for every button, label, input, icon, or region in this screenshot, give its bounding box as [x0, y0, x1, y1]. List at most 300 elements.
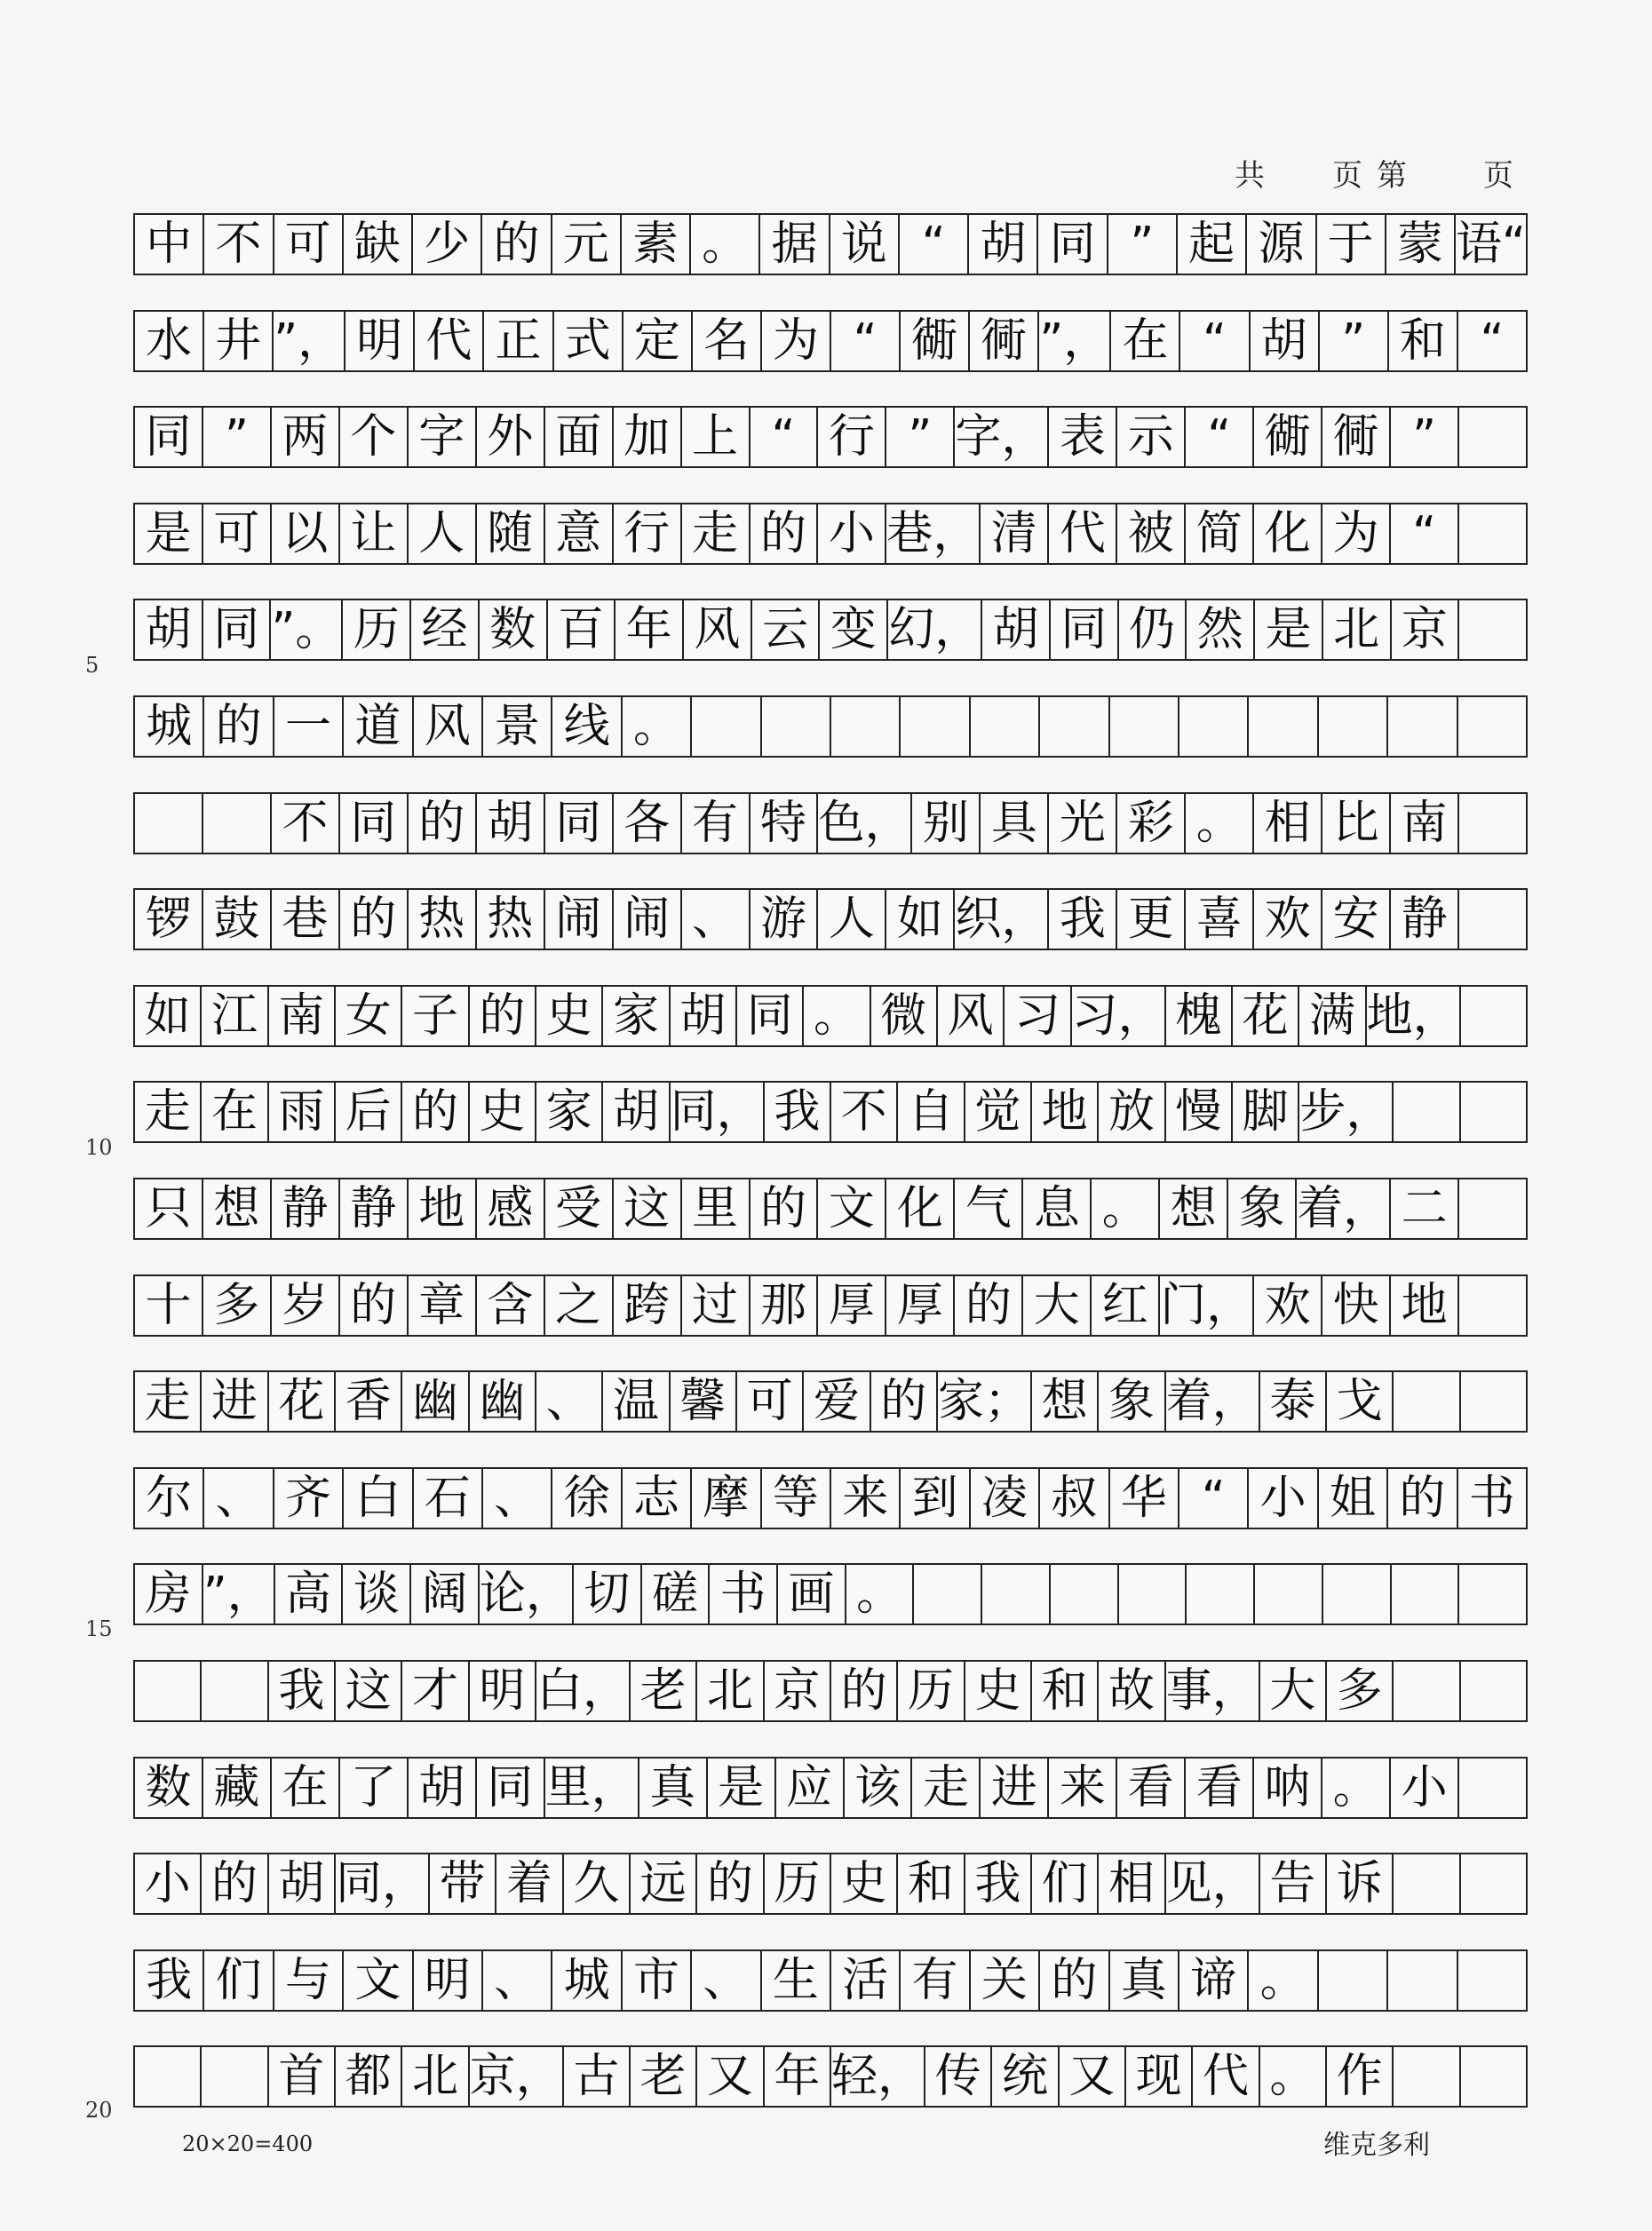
grid-cell: 外	[477, 408, 545, 466]
grid-cell: 章	[409, 1276, 477, 1335]
grid-cell: 明	[470, 1662, 536, 1720]
grid-cell: 香	[336, 1372, 402, 1431]
grid-cell: 传	[925, 2047, 992, 2106]
grid-cell: “	[1186, 408, 1254, 466]
grid-cell: 磋	[642, 1565, 711, 1624]
grid-cell: 行	[614, 504, 682, 563]
grid-cell: 。	[846, 1565, 915, 1624]
grid-cell: 特	[751, 794, 819, 853]
grid-cell: 进	[202, 1372, 268, 1431]
grid-cell: 我	[965, 1854, 1032, 1913]
grid-cell: 姐	[1319, 1469, 1388, 1528]
grid-cell	[1459, 794, 1528, 853]
grid-cell: 闹	[614, 890, 682, 949]
grid-cell: 爱	[804, 1372, 870, 1431]
grid-row	[133, 985, 1528, 1047]
grid-cell: 谛	[1179, 1951, 1249, 2010]
grid-cell: 简	[1186, 504, 1254, 563]
grid-cell: 同	[1051, 600, 1119, 659]
grid-cell: 岁	[272, 1276, 340, 1335]
grid-cell	[1394, 2047, 1460, 2106]
grid-cell: 胡	[135, 600, 203, 659]
grid-cell: 中	[135, 215, 204, 274]
header-ye-1: 页	[1332, 158, 1362, 194]
grid-cell: 源	[1247, 215, 1316, 274]
grid-cell: 更	[1117, 890, 1186, 949]
grid-cell: 相	[1099, 1854, 1165, 1913]
grid-cell	[1187, 1565, 1255, 1624]
grid-cell: 慢	[1166, 1083, 1233, 1141]
grid-row	[133, 1178, 1528, 1240]
grid-cell	[1459, 408, 1528, 466]
grid-cell: 阔	[411, 1565, 480, 1624]
grid-cell: 文	[818, 1179, 886, 1238]
grid-cell: 那	[751, 1276, 819, 1335]
grid-row	[133, 599, 1528, 661]
grid-cell: 可	[274, 215, 344, 274]
grid-cell: 脚	[1233, 1083, 1299, 1141]
grid-cell: 花	[269, 1372, 336, 1431]
grid-cell: 有	[682, 794, 751, 853]
grid-cell: 故	[1099, 1662, 1165, 1720]
grid-cell: 热	[409, 890, 477, 949]
grid-cell: 叔	[1040, 1469, 1109, 1528]
grid-cell: 少	[413, 215, 482, 274]
grid-row	[133, 1467, 1528, 1529]
grid-cell: 清	[981, 504, 1049, 563]
grid-cell: 小	[818, 504, 886, 563]
grid-cell: “	[900, 215, 969, 274]
grid-cell: 首	[269, 2047, 336, 2106]
grid-cell: 看	[1186, 1759, 1254, 1817]
grid-cell: 喜	[1186, 890, 1254, 949]
grid-cell: 小	[1391, 1759, 1459, 1817]
grid-cell	[1110, 697, 1179, 756]
grid-cell: 水	[135, 312, 204, 370]
grid-cell	[1461, 1372, 1528, 1431]
grid-cell: 不	[204, 215, 274, 274]
grid-cell: 同	[203, 600, 272, 659]
grid-cell	[1394, 1372, 1460, 1431]
grid-cell: 花	[1233, 987, 1299, 1045]
grid-cell	[1461, 2047, 1528, 2106]
grid-cell: 别	[912, 794, 981, 853]
grid-cell: 的	[871, 1372, 938, 1431]
grid-cell: 然	[1187, 600, 1255, 659]
grid-cell: 息	[1023, 1179, 1092, 1238]
grid-cell: 巷，	[886, 504, 981, 563]
grid-cell	[1459, 1759, 1528, 1817]
grid-cell	[1461, 987, 1528, 1045]
grid-cell: 井	[204, 312, 274, 370]
grid-cell: 里	[682, 1179, 751, 1238]
grid-cell: 的	[409, 794, 477, 853]
grid-cell: 我	[135, 1951, 204, 2010]
grid-cell: 幽	[470, 1372, 536, 1431]
grid-cell: 衚	[901, 312, 970, 370]
grid-cell: 久	[564, 1854, 631, 1913]
grid-cell	[135, 1662, 202, 1720]
grid-cell: 胡	[477, 794, 545, 853]
grid-cell: 我	[269, 1662, 336, 1720]
grid-cell: 一	[274, 697, 344, 756]
grid-cell: 大	[1023, 1276, 1092, 1335]
grid-cell: 同，	[671, 1083, 765, 1141]
grid-cell: 红	[1092, 1276, 1160, 1335]
grid-cell: 的	[1388, 1469, 1457, 1528]
grid-cell: 游	[751, 890, 819, 949]
grid-cell: 到	[901, 1469, 970, 1528]
grid-cell: 又	[697, 2047, 764, 2106]
grid-cell: 史	[831, 1854, 898, 1913]
grid-cell: 。	[1092, 1179, 1160, 1238]
grid-cell: 式	[554, 312, 623, 370]
grid-cell: 人	[818, 890, 886, 949]
grid-cell: 化	[1254, 504, 1322, 563]
grid-cell: 满	[1299, 987, 1366, 1045]
grid-row	[133, 1274, 1528, 1337]
grid-cell: “	[1391, 504, 1459, 563]
grid-cell: 家	[603, 987, 670, 1045]
grid-cell: 相	[1254, 794, 1322, 853]
grid-cell: 正	[484, 312, 553, 370]
grid-cell: 。	[1249, 1951, 1318, 2010]
grid-cell: 史	[470, 1083, 536, 1141]
grid-cell: 代	[1049, 504, 1117, 563]
grid-cell: 同	[737, 987, 804, 1045]
grid-cell: 们	[204, 1951, 274, 2010]
grid-cell: 代	[1193, 2047, 1259, 2106]
grid-cell: 字，	[955, 408, 1049, 466]
grid-cell: 线	[552, 697, 622, 756]
grid-row	[133, 695, 1528, 758]
grid-cell: 象	[1099, 1372, 1165, 1431]
grid-cell: 可	[737, 1372, 804, 1431]
grid-cell: ”。	[271, 600, 343, 659]
grid-row	[133, 888, 1528, 950]
grid-cell: 云	[752, 600, 821, 659]
grid-cell: ”，	[203, 1565, 275, 1624]
grid-cell: 让	[340, 504, 409, 563]
grid-cell: 字	[409, 408, 477, 466]
grid-cell: 同	[1038, 215, 1108, 274]
grid-cell: 告	[1260, 1854, 1327, 1913]
grid-cell: 雨	[269, 1083, 336, 1141]
grid-cell: 为	[762, 312, 831, 370]
grid-cell: 历	[343, 600, 411, 659]
grid-cell	[1392, 1565, 1460, 1624]
grid-cell: 北	[402, 2047, 469, 2106]
grid-cell	[1461, 1854, 1528, 1913]
grid-cell: 微	[871, 987, 938, 1045]
grid-row	[133, 213, 1528, 275]
grid-cell	[1459, 600, 1528, 659]
grid-cell: 来	[1049, 1759, 1117, 1817]
grid-cell: 这	[614, 1179, 682, 1238]
grid-cell: 锣	[135, 890, 203, 949]
grid-cell: 该	[845, 1759, 913, 1817]
grid-cell: 现	[1126, 2047, 1193, 2106]
grid-cell	[901, 697, 970, 756]
grid-cell: 。	[623, 697, 692, 756]
grid-cell: 年	[765, 2047, 831, 2106]
grid-cell: 书	[1458, 1469, 1528, 1528]
grid-cell: 的	[697, 1854, 764, 1913]
grid-cell: 历	[765, 1854, 831, 1913]
grid-cell: 闹	[545, 890, 614, 949]
grid-cell: 元	[552, 215, 622, 274]
grid-cell: 衕	[1322, 408, 1391, 466]
grid-cell: 们	[1032, 1854, 1099, 1913]
grid-cell: 文	[344, 1951, 413, 2010]
grid-cell: 名	[693, 312, 762, 370]
grid-cell: 白，	[536, 1662, 631, 1720]
grid-cell: 衕	[970, 312, 1039, 370]
grid-cell: 江	[202, 987, 268, 1045]
grid-cell: 。	[1186, 794, 1254, 853]
grid-cell: 城	[135, 697, 204, 756]
grid-cell: 应	[776, 1759, 845, 1817]
grid-cell: 。	[691, 215, 760, 274]
grid-cell: 具	[981, 794, 1049, 853]
grid-cell: 门，	[1160, 1276, 1254, 1335]
grid-cell: 欢	[1254, 890, 1322, 949]
grid-cell: 和	[898, 1854, 965, 1913]
grid-cell: 的	[831, 1662, 898, 1720]
grid-cell: 象	[1228, 1179, 1297, 1238]
grid-cell: 市	[623, 1951, 692, 2010]
grid-cell	[135, 794, 203, 853]
grid-cell: 小	[135, 1854, 202, 1913]
grid-cell: 活	[831, 1951, 901, 2010]
grid-cell: 关	[971, 1951, 1040, 2010]
grid-cell	[831, 697, 901, 756]
grid-cell: 的	[955, 1276, 1023, 1335]
grid-cell: 静	[340, 1179, 409, 1238]
grid-cell: 真	[639, 1759, 708, 1817]
grid-cell	[1394, 1662, 1460, 1720]
grid-cell: 在	[1111, 312, 1180, 370]
grid-cell: 、	[483, 1951, 552, 2010]
grid-cell: 。	[1322, 1759, 1391, 1817]
grid-cell: 欢	[1254, 1276, 1322, 1335]
grid-row	[133, 503, 1528, 565]
grid-cell: 历	[898, 1662, 965, 1720]
grid-cell: 北	[697, 1662, 764, 1720]
grid-cell: 着，	[1166, 1372, 1260, 1431]
grid-cell: 缺	[344, 215, 413, 274]
grid-cell: 来	[831, 1469, 901, 1528]
grid-cell: 光	[1049, 794, 1117, 853]
grid-cell: 不	[831, 1083, 898, 1141]
line-number-5: 5	[85, 653, 99, 678]
grid-cell: 、	[536, 1372, 603, 1431]
grid-cell: 说	[830, 215, 900, 274]
grid-cell: 据	[760, 215, 830, 274]
grid-cell: 以	[272, 504, 340, 563]
grid-cell: 变	[820, 600, 888, 659]
grid-cell: ”，	[1039, 312, 1111, 370]
grid-cell: 经	[411, 600, 480, 659]
grid-cell: 含	[477, 1276, 545, 1335]
grid-cell	[202, 1662, 268, 1720]
grid-cell: 同，	[336, 1854, 430, 1913]
grid-cell: 蒙	[1386, 215, 1456, 274]
grid-cell: 女	[336, 987, 402, 1045]
grid-row	[133, 310, 1528, 372]
grid-cell: 厚	[886, 1276, 955, 1335]
grid-cell: 胡	[969, 215, 1038, 274]
grid-cell: 同	[135, 408, 203, 466]
grid-cell: 风	[684, 600, 752, 659]
grid-cell: 热	[477, 890, 545, 949]
grid-cell: 老	[631, 2047, 697, 2106]
grid-cell: 放	[1099, 1083, 1165, 1141]
grid-cell: 鼓	[203, 890, 272, 949]
grid-cell: 统	[992, 2047, 1059, 2106]
grid-cell: 巷	[272, 890, 340, 949]
grid-cell: 不	[272, 794, 340, 853]
grid-cell: 石	[414, 1469, 483, 1528]
grid-cell: “	[831, 312, 901, 370]
header-gong: 共	[1235, 158, 1265, 194]
grid-cell: 面	[545, 408, 614, 466]
grid-cell: 。	[1260, 2047, 1327, 2106]
grid-cell: 生	[762, 1951, 831, 2010]
grid-cell: 着，	[1297, 1179, 1391, 1238]
grid-cell: ”	[886, 408, 955, 466]
grid-cell: 随	[477, 504, 545, 563]
grid-cell: 道	[344, 697, 413, 756]
grid-cell: 觉	[965, 1083, 1032, 1141]
grid-row	[133, 1660, 1528, 1722]
grid-cell: 的	[1040, 1951, 1109, 2010]
header-di: 第	[1377, 158, 1407, 194]
grid-cell: 胡	[603, 1083, 670, 1141]
page-header	[1235, 151, 1554, 195]
grid-cell: 之	[545, 1276, 614, 1335]
grid-cell: 同	[545, 794, 614, 853]
grid-cell: 多	[1327, 1662, 1394, 1720]
grid-cell: 京，	[470, 2047, 564, 2106]
grid-cell: 切	[574, 1565, 642, 1624]
grid-cell: 数	[135, 1759, 203, 1817]
grid-cell: 衚	[1254, 408, 1322, 466]
grid-cell: 志	[623, 1469, 692, 1528]
grid-cell: “	[751, 408, 819, 466]
grid-cell: 行	[818, 408, 886, 466]
grid-cell: 京	[1392, 600, 1460, 659]
grid-cell: 示	[1117, 408, 1186, 466]
grid-cell: 加	[614, 408, 682, 466]
grid-cell: 的	[482, 215, 552, 274]
grid-cell: 胡	[409, 1759, 477, 1817]
grid-cell: 素	[622, 215, 691, 274]
grid-cell: 意	[545, 504, 614, 563]
grid-cell	[1459, 1276, 1528, 1335]
grid-cell: 我	[1049, 890, 1117, 949]
grid-cell: 幻，	[888, 600, 982, 659]
grid-cell: 了	[340, 1759, 409, 1817]
grid-cell: 织，	[955, 890, 1049, 949]
grid-cell	[1319, 1951, 1388, 2010]
grid-cell	[1459, 504, 1528, 563]
grid-cell: 谈	[343, 1565, 411, 1624]
grid-cell: 远	[631, 1854, 697, 1913]
grid-cell: 白	[344, 1469, 413, 1528]
grid-cell	[135, 2047, 202, 2106]
grid-cell	[762, 697, 831, 756]
grid-cell: 里，	[545, 1759, 639, 1817]
grid-cell: 南	[269, 987, 336, 1045]
grid-cell: “	[1179, 1469, 1249, 1528]
grid-cell: 如	[886, 890, 955, 949]
grid-cell	[1458, 1951, 1528, 2010]
grid-cell: 、	[692, 1951, 761, 2010]
grid-cell: 景	[483, 697, 552, 756]
grid-cell: 百	[548, 600, 616, 659]
grid-cell: 色，	[818, 794, 912, 853]
grid-cell: 为	[1322, 504, 1391, 563]
grid-row	[133, 2045, 1528, 2108]
grid-cell: 论，	[480, 1565, 574, 1624]
grid-cell: 高	[275, 1565, 344, 1624]
grid-cell: 地	[1391, 1276, 1459, 1335]
grid-cell: 习	[1005, 987, 1071, 1045]
grid-cell: 史	[965, 1662, 1032, 1720]
grid-cell: 等	[762, 1469, 831, 1528]
grid-cell: “	[1180, 312, 1250, 370]
grid-cell: 后	[336, 1083, 402, 1141]
grid-cell: 的	[402, 1083, 469, 1141]
grid-cell: 二	[1391, 1179, 1459, 1238]
grid-cell: 我	[765, 1083, 831, 1141]
grid-cell: 于	[1317, 215, 1386, 274]
grid-cell: 地，	[1367, 987, 1461, 1045]
grid-cell: 静	[1391, 890, 1459, 949]
grid-cell: 南	[1391, 794, 1459, 853]
grid-cell: 上	[682, 408, 751, 466]
grid-cell: 想	[1032, 1372, 1099, 1431]
grid-cell: 年	[616, 600, 684, 659]
grid-cell: 风	[938, 987, 1005, 1045]
grid-cell: 走	[135, 1372, 202, 1431]
grid-cell: 想	[203, 1179, 272, 1238]
grid-cell: 作	[1327, 2047, 1394, 2106]
grid-cell: 彩	[1117, 794, 1186, 853]
grid-cell: 北	[1323, 600, 1392, 659]
grid-cell: 代	[415, 312, 484, 370]
grid-cell	[1459, 890, 1528, 949]
grid-cell: 这	[336, 1662, 402, 1720]
grid-cell: 感	[477, 1179, 545, 1238]
grid-cell: ”	[1391, 408, 1459, 466]
grid-cell: 徐	[552, 1469, 622, 1528]
grid-cell: 的	[470, 987, 536, 1045]
grid-cell: 数	[480, 600, 548, 659]
grid-cell	[203, 794, 272, 853]
grid-cell: 同	[340, 794, 409, 853]
grid-cell: 的	[340, 1276, 409, 1335]
grid-cell	[1323, 1565, 1392, 1624]
grid-cell: 起	[1178, 215, 1247, 274]
grid-cell: 呐	[1254, 1759, 1322, 1817]
grid-cell	[1119, 1565, 1187, 1624]
grid-cell: 在	[272, 1759, 340, 1817]
grid-cell: 轻，	[831, 2047, 925, 2106]
grid-cell: 才	[402, 1662, 469, 1720]
grid-cell: 又	[1060, 2047, 1126, 2106]
